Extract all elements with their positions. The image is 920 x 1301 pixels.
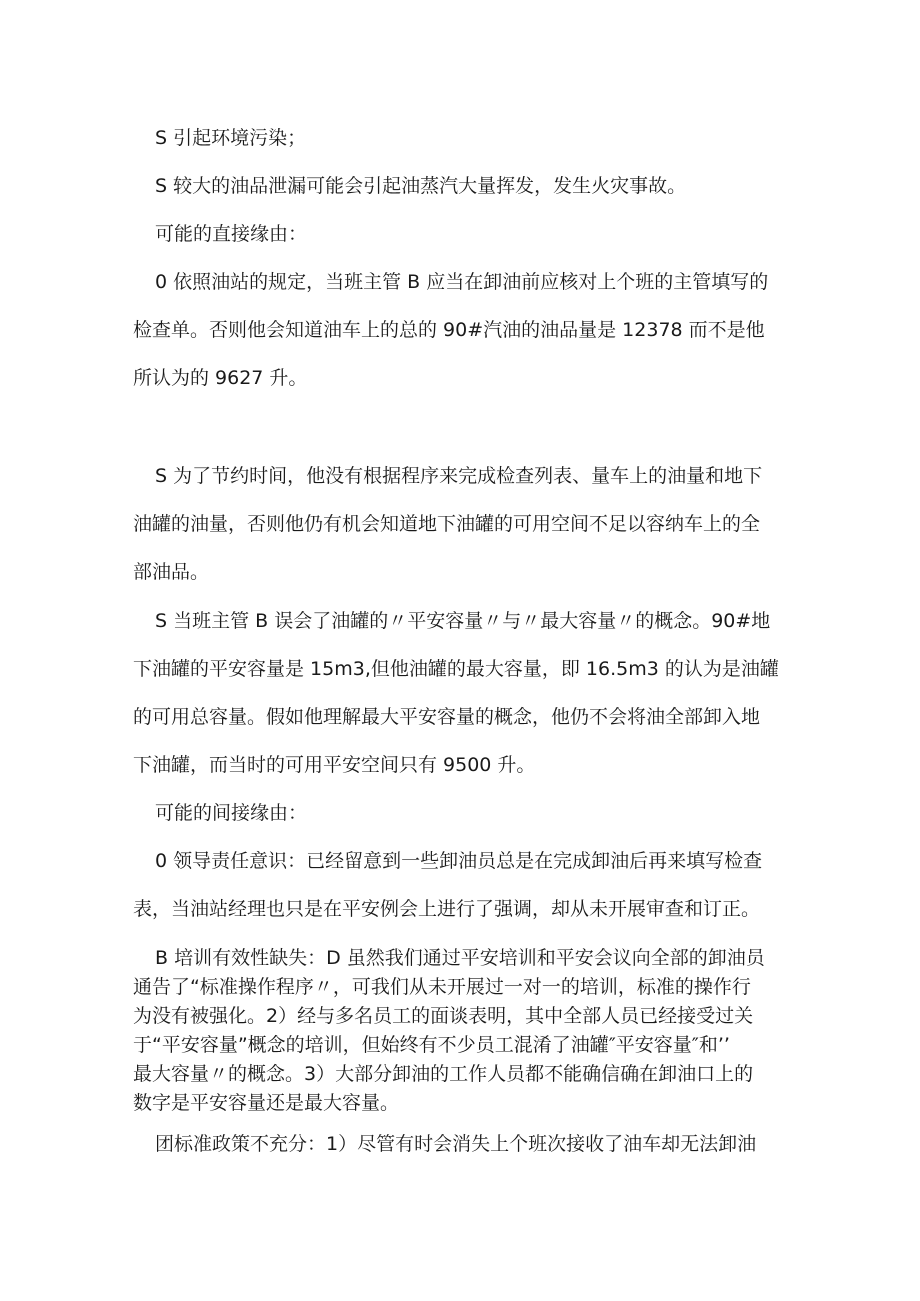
text-line: S 为了节约时间，他没有根据程序来完成检查列表、量车上的油量和地下 <box>155 465 763 487</box>
paragraph-policy-insufficient <box>133 1120 825 1168</box>
paragraph-fire-risk <box>133 162 825 210</box>
paragraph-cause-checklist <box>133 258 803 402</box>
text-line: 可能的直接缘由： <box>155 223 308 245</box>
text-line: 部油品。 <box>133 561 210 583</box>
text-line: 0 领导责任意识：已经留意到一些卸油员总是在完成卸油后再来填写检查 <box>155 850 763 872</box>
heading-direct-causes <box>133 210 825 258</box>
paragraph-training-effectiveness <box>133 944 803 1118</box>
text-line: 的可用总容量。假如他理解最大平安容量的概念，他仍不会将油全部卸入地 <box>133 706 761 728</box>
text-line: B 培训有效性缺失：D 虽然我们通过平安培训和平安会议向全部的卸油员 <box>155 947 765 969</box>
paragraph-env-pollution <box>133 114 825 162</box>
text-line: 团标准政策不充分：1）尽管有时会消失上个班次接收了油车却无法卸油 <box>155 1133 757 1155</box>
paragraph-leadership-responsibility <box>133 837 803 933</box>
text-line: 可能的间接缘由： <box>155 802 308 824</box>
text-line: 下油罐，而当时的可用平安空间只有 9500 升。 <box>133 754 536 776</box>
text-line: 油罐的油量，否则他仍有机会知道地下油罐的可用空间不足以容纳车上的全 <box>133 513 761 535</box>
text-line: 0 依照油站的规定，当班主管 B 应当在卸油前应核对上个班的主管填写的 <box>155 271 769 293</box>
text-line: S 引起环境污染； <box>155 127 307 149</box>
text-line: S 当班主管 B 误会了油罐的〃平安容量〃与〃最大容量〃的概念。90#地 <box>155 610 771 632</box>
text-line: 下油罐的平安容量是 15m3,但他油罐的最大容量，即 16.5m3 的认为是油罐 <box>133 658 779 680</box>
text-line: 检查单。否则他会知道油车上的总的 90#汽油的油品量是 12378 而不是他 <box>133 319 765 341</box>
text-line: S 较大的油品泄漏可能会引起油蒸汽大量挥发，发生火灾事故。 <box>155 175 687 197</box>
text-line: 于“平安容量”概念的培训，但始终有不少员工混淆了油罐″平安容量″和’’ <box>133 1034 730 1056</box>
paragraph-cause-capacity-concept <box>133 597 803 789</box>
text-line: 为没有被强化。2）经与多名员工的面谈表明，其中全部人员已经接受过关 <box>133 1005 754 1027</box>
text-line: 数字是平安容量还是最大容量。 <box>133 1092 400 1114</box>
text-line: 通告了“标准操作程序〃，可我们从未开展过一对一的培训，标准的操作行 <box>133 976 751 998</box>
paragraph-cause-save-time <box>133 452 803 596</box>
heading-indirect-causes <box>133 789 825 837</box>
text-line: 所认为的 9627 升。 <box>133 367 308 389</box>
text-line: 最大容量〃的概念。3）大部分卸油的工作人员都不能确信确在卸油口上的 <box>133 1063 754 1085</box>
text-line: 表，当油站经理也只是在平安例会上进行了强调，却从未开展审查和订正。 <box>133 898 761 920</box>
